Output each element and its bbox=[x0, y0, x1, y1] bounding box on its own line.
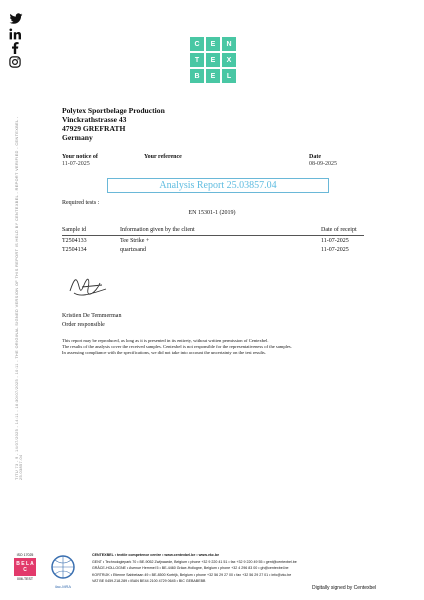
address-line: 47929 GREFRATH bbox=[62, 124, 126, 133]
belac-mark: B E L A C bbox=[14, 558, 36, 576]
column-header-sample-id: Sample id bbox=[62, 227, 87, 233]
footer-line: CENTEXBEL • textile competence centre • www.centexbel.be • www.vkc.be bbox=[92, 553, 220, 557]
sample-date: 11-07-2025 bbox=[321, 238, 349, 244]
footer-line: GRÂCE-HOLLOGNE • Avenue Hemmel 5 • BE-4460 Grâce-Hollogne, Belgium • phone +32 4 296 83 00 • gh@centexbel.be bbox=[92, 566, 289, 570]
logo-letter: C bbox=[190, 37, 204, 51]
sidebar-verification-text: TITU 73 - 9 - 14/07/2025 - 14:11 - 16:30/07/2025 - 10:11 - THE ORIGINAL SIGNED VERSION OF THIS REPORT IS HELD BY CENTEXBEL - REPORT VERIFIED - CENTEXBEL - 25.03857.04 bbox=[15, 116, 23, 480]
test-standard: EN 15301-1 (2019) bbox=[188, 210, 236, 216]
ilac-label: ilac-MRA bbox=[54, 584, 72, 589]
column-header-information: Information given by the client bbox=[120, 227, 195, 233]
belac-logo bbox=[11, 553, 39, 593]
digital-signature-note: Digitally signed by Centexbel bbox=[312, 585, 377, 591]
instagram-icon[interactable] bbox=[9, 55, 23, 67]
notice-label: Your notice of bbox=[62, 154, 98, 160]
notice-line: In assessing compliance with the specifications, we did not take into account the uncertainty on the test results. bbox=[62, 350, 266, 355]
logo-letter: N bbox=[222, 37, 236, 51]
logo-letter: E bbox=[206, 37, 220, 51]
date-value: 08-09-2025 bbox=[309, 161, 337, 167]
address-line: Polytex Sportbelage Production bbox=[62, 106, 165, 115]
footer-line: KORTRIJK • Etienne Sabbelaan 49 • BE-8500 Kortrijk, Belgium • phone +32 56 29 27 00 • fax +32 56 29 27 01 • info@vkc.be bbox=[92, 572, 292, 577]
company-footer bbox=[92, 552, 412, 585]
report-title: Analysis Report 25.03857.04 bbox=[107, 178, 329, 193]
iso-label: ISO 17025 bbox=[16, 553, 34, 557]
linkedin-icon[interactable] bbox=[9, 27, 23, 39]
footer-line: VAT BE 0459.218.289 • IBAN BE44 2100 4729 0645 • BIC GEBABEBB bbox=[92, 579, 206, 583]
sample-info: quartzsand bbox=[120, 247, 146, 253]
handwritten-signature bbox=[66, 273, 110, 304]
belac-number: 006-TEST bbox=[17, 577, 33, 581]
address-line: Vinckrathstrasse 43 bbox=[62, 115, 127, 124]
notice-line: This report may be reproduced, as long as it is presented in its entirety, without written permission of Centexbel. bbox=[62, 338, 269, 343]
sample-table-header bbox=[62, 227, 364, 236]
column-header-date: Date of receipt bbox=[321, 227, 357, 233]
sample-date: 11-07-2025 bbox=[321, 247, 349, 253]
logo-letter: X bbox=[222, 53, 236, 67]
logo-letter: E bbox=[206, 69, 220, 83]
report-notice bbox=[62, 338, 372, 356]
logo-letter: L bbox=[222, 69, 236, 83]
logo-letter: T bbox=[190, 53, 204, 67]
notice-value: 11-07-2025 bbox=[62, 161, 90, 167]
required-tests-label: Required tests : bbox=[62, 200, 100, 206]
logo-letter: E bbox=[206, 53, 220, 67]
sample-id: T2504133 bbox=[62, 238, 87, 244]
centexbel-logo bbox=[190, 37, 236, 83]
reference-label: Your reference bbox=[144, 154, 182, 160]
facebook-icon[interactable] bbox=[11, 41, 25, 53]
notice-line: The results of the analysis cover the received samples. Centexbel is not responsible for the representativeness of the samples. bbox=[62, 344, 292, 349]
date-label: Date bbox=[309, 154, 321, 160]
footer-line: GENT • Technologiepark 70 • BE-9052 Zwijnaarde, Belgium • phone +32 9 220 41 51 • fax +32 9 220 49 55 • gent@centexbel.be bbox=[92, 559, 297, 564]
address-line: Germany bbox=[62, 133, 93, 142]
sample-id: T2504134 bbox=[62, 247, 87, 253]
recipient-address bbox=[62, 106, 165, 142]
signer-role: Order responsible bbox=[62, 322, 105, 328]
signer-name: Kristien De Temmerman bbox=[62, 313, 122, 319]
twitter-icon[interactable] bbox=[9, 12, 23, 24]
logo-letter: B bbox=[190, 69, 204, 83]
ilac-logo bbox=[46, 555, 80, 589]
sample-info: Tee Strike + bbox=[120, 238, 150, 244]
